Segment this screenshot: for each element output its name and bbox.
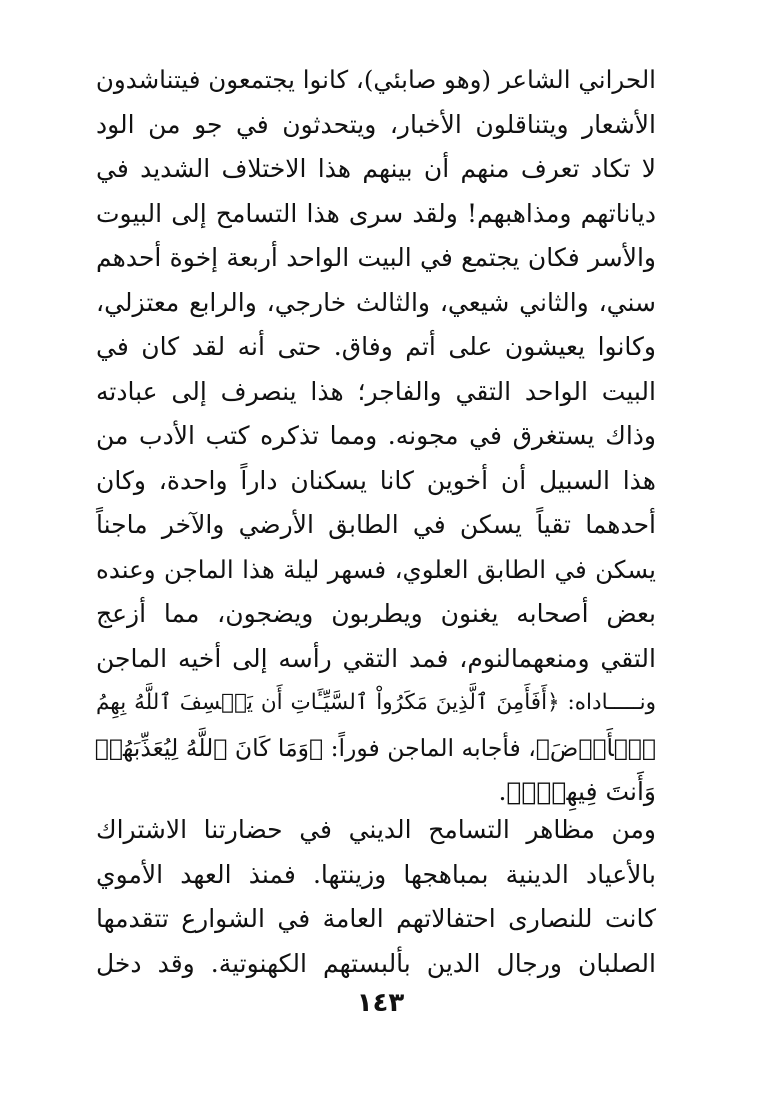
quran-verse-line: ٱلۡأَرۡضَ﴾، فأجابه الماجن فوراً: ﴿وَمَا كَانَ ٱللَّهُ لِيُعَذِّبَهُمۡ — [94, 733, 656, 762]
paragraph-line: سني، والثاني شيعي، والثالث خارجي، والرابع معتزلي، — [96, 287, 656, 317]
quran-verse-line: ونـــــاداه: ﴿أَفَأَمِنَ ٱلَّذِينَ مَكَرُواْ ٱلسَّيِّـَٔاتِ أَن يَخۡسِفَ ٱللَّهُ بِهِمُ — [96, 690, 656, 715]
paragraph-line: لا تكاد تعرف منهم أن بينهم هذا الاختلاف الشديد في — [96, 154, 656, 183]
paragraph-line: ومن مظاهر التسامح الديني في حضارتنا الاشتراك — [96, 815, 656, 844]
paragraph-line: كانت للنصارى احتفالاتهم العامة في الشوارع تتقدمها — [96, 904, 656, 933]
paragraph-line: بالأعياد الدينية بمباهجها وزينتها. فمنذ العهد الأموي — [96, 859, 656, 889]
quran-verse-line: وَأَنتَ فِيهِمۡۚ﴾. — [498, 777, 656, 806]
paragraph-line: البيت الواحد التقي والفاجر؛ هذا ينصرف إلى عبادته — [96, 376, 656, 406]
paragraph-line: أحدهما تقياً يسكن في الطابق الأرضي والآخر ماجناً — [96, 510, 656, 539]
paragraph-line: وذاك يستغرق في مجونه. ومما تذكره كتب الأدب من — [96, 421, 656, 450]
paragraph-line: بعض أصحابه يغنون ويطربون ويضجون، مما أزعج — [96, 599, 656, 628]
paragraph-line: يسكن في الطابق العلوي، فسهر ليلة هذا الماجن وعنده — [96, 554, 656, 584]
paragraph-line: هذا السبيل أن أخوين كانا يسكنان داراً واحدة، وكان — [96, 465, 656, 495]
paragraph-2 — [96, 808, 656, 986]
paragraph-line: دياناتهم ومذاهبهم! ولقد سرى هذا التسامح إلى البيوت — [96, 198, 656, 228]
paragraph-line: والأسر فكان يجتمع في البيت الواحد أربعة إخوة أحدهم — [96, 243, 656, 272]
paragraph-line: الصلبان ورجال الدين بألبستهم الكهنوتية. وقد دخل — [96, 948, 656, 978]
paragraph-line: وكانوا يعيشون على أتم وفاق. حتى أنه لقد كان في — [96, 332, 656, 361]
paragraph-1 — [96, 58, 656, 815]
paragraph-line: التقي ومنعهمالنوم، فمد التقي رأسه إلى أخيه الماجن — [96, 643, 656, 673]
paragraph-line: الأشعار ويتناقلون الأخبار، ويتحدثون في جو من الود — [96, 109, 656, 139]
page-number: ١٤٣ — [356, 988, 405, 1018]
paragraph-line: الحراني الشاعر (وهو صابئي)، كانوا يجتمعون فيتناشدون — [95, 65, 656, 94]
